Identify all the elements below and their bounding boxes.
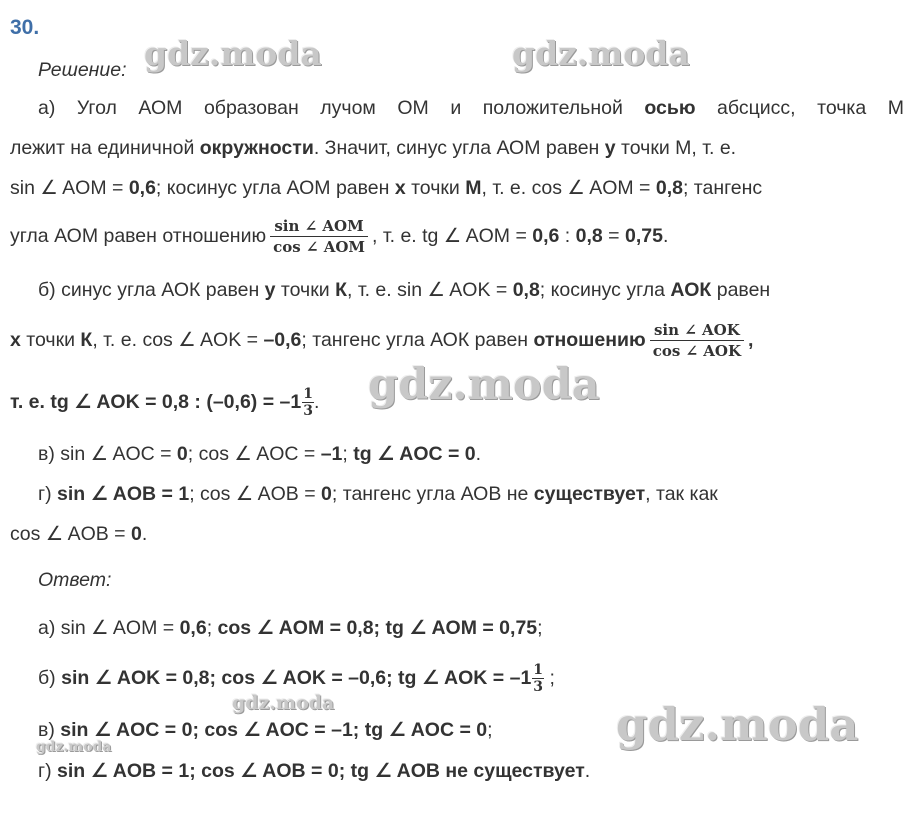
text-bold: у xyxy=(604,137,616,159)
text: в) xyxy=(38,719,61,741)
text-bold: отношению xyxy=(533,329,646,351)
text: , т. е. cos ∠ AOM = xyxy=(481,177,656,199)
text-bold: 0,8 xyxy=(655,177,683,199)
text: , т. е. sin ∠ AOK = xyxy=(346,279,513,301)
text: , т. е. cos ∠ AOK = xyxy=(92,329,264,351)
text-bold: АОК xyxy=(670,279,712,301)
word: лучом xyxy=(320,97,376,119)
text: : xyxy=(559,225,576,247)
word: а) xyxy=(38,97,56,119)
para-g-line-1 xyxy=(38,482,718,506)
word: АОМ xyxy=(138,97,183,119)
word: образован xyxy=(203,97,299,119)
fraction-denominator: cos ∠ AOM xyxy=(273,238,365,257)
fraction-numerator: sin ∠ AOK xyxy=(650,321,744,341)
watermark: gdz.moda xyxy=(36,739,112,755)
text: ; xyxy=(537,617,543,639)
text-bold: cos ∠ AOM = 0,8; tg ∠ AOM = 0,75 xyxy=(217,617,538,639)
answer-label: Ответ: xyxy=(38,569,112,591)
para-a-line-2 xyxy=(10,136,736,160)
text-bold: 0,75 xyxy=(624,225,663,247)
text: = xyxy=(602,225,625,247)
text-bold: у xyxy=(264,279,276,301)
text-bold: существует xyxy=(533,483,646,505)
para-a-line-4 xyxy=(10,214,668,258)
text-bold: 0,8 xyxy=(575,225,603,247)
text: равен xyxy=(711,279,771,301)
mixed-fraction xyxy=(302,386,314,419)
word: и xyxy=(450,97,462,119)
text: . xyxy=(662,225,669,247)
para-b-line-2 xyxy=(10,318,753,362)
para-b-line-1 xyxy=(38,278,770,302)
text: ; cos ∠ AOB = xyxy=(189,483,322,505)
text-bold: 0,8 xyxy=(512,279,540,301)
text-bold: –1 xyxy=(320,443,343,465)
text: угла АОМ равен отношению xyxy=(10,225,267,247)
word: точка xyxy=(817,97,867,119)
text-bold: x xyxy=(394,177,406,199)
text-bold: sin ∠ AOK = 0,8; cos ∠ AOK = –0,6; tg ∠ AOK = –1 xyxy=(61,667,532,689)
text-bold: окружности xyxy=(199,137,314,159)
text: . xyxy=(584,760,591,782)
text-bold: 0,8 : (–0,6) = –1 xyxy=(161,391,302,413)
para-b-line-3 xyxy=(10,380,319,424)
fraction-denominator: 3 xyxy=(303,403,313,420)
text-bold: , xyxy=(748,329,754,351)
watermark: gdz.moda xyxy=(368,360,600,410)
fraction-numerator: 1 xyxy=(533,662,544,679)
text: ; косинус угла xyxy=(539,279,671,301)
text-bold: М xyxy=(465,177,482,199)
text: . xyxy=(141,523,148,545)
text: ; косинус угла АОМ равен xyxy=(155,177,395,199)
text: ; xyxy=(206,617,218,639)
word: ОМ xyxy=(397,97,429,119)
word: положительной xyxy=(482,97,623,119)
word: М xyxy=(887,97,904,119)
answer-g xyxy=(38,759,590,783)
text-bold: т. е. tg ∠ AOK = xyxy=(10,391,162,413)
para-v-line xyxy=(38,442,481,466)
text: , так как xyxy=(645,483,718,505)
text: sin ∠ AOM = xyxy=(10,177,129,199)
text-bold: 0,6 xyxy=(179,617,207,639)
para-a-line-3 xyxy=(10,176,762,200)
fraction-sin-cos-aok xyxy=(650,321,744,360)
text: б) синус угла АОК равен xyxy=(38,279,265,301)
text: лежит на единичной xyxy=(10,137,200,159)
answer-a xyxy=(38,616,543,640)
text: точки xyxy=(405,177,466,199)
text: ; тангенс xyxy=(682,177,763,199)
fraction-numerator: 1 xyxy=(303,386,313,403)
text: ; тангенс угла АОВ не xyxy=(331,483,534,505)
problem-number: 30. xyxy=(10,16,40,39)
watermark: gdz.moda xyxy=(512,34,690,73)
text: точки М, т. е. xyxy=(615,137,737,159)
text: а) sin ∠ AOM = xyxy=(38,617,180,639)
text: . xyxy=(313,391,320,413)
text: точки xyxy=(20,329,81,351)
fraction-sin-cos-aom xyxy=(270,217,368,256)
text-bold: x xyxy=(10,329,21,351)
text: ; тангенс угла АОК равен xyxy=(301,329,534,351)
text: г) xyxy=(38,760,58,782)
text-bold: sin ∠ AOB = 1 xyxy=(57,483,190,505)
text-bold: К xyxy=(80,329,93,351)
watermark: gdz.moda xyxy=(616,698,859,751)
watermark: gdz.moda xyxy=(232,692,335,714)
text: в) sin ∠ AOC = xyxy=(38,443,177,465)
word: абсцисс, xyxy=(717,97,796,119)
mixed-fraction xyxy=(532,662,544,695)
text-bold: tg ∠ AOC = 0 xyxy=(353,443,476,465)
text-bold: sin ∠ AOC = 0; cos ∠ AOC = –1; tg ∠ AOC = 0 xyxy=(60,719,488,741)
text-bold: 0 xyxy=(321,483,332,505)
text: . xyxy=(475,443,482,465)
fraction-denominator: cos ∠ AOK xyxy=(652,342,742,361)
text-bold: 0 xyxy=(131,523,142,545)
text: ; xyxy=(544,667,555,689)
text-bold: К xyxy=(335,279,347,301)
para-a-line-1 xyxy=(38,96,904,120)
text: , т. е. tg ∠ AOM = xyxy=(372,225,533,247)
text-bold: sin ∠ AOB = 1; cos ∠ AOB = 0; tg ∠ AOB не существует xyxy=(57,760,585,782)
fraction-denominator: 3 xyxy=(533,679,544,696)
text: ; xyxy=(487,719,493,741)
text: ; cos ∠ AOC = xyxy=(187,443,321,465)
word: осью xyxy=(644,97,696,119)
text: б) xyxy=(38,667,62,689)
word: Угол xyxy=(76,97,117,119)
text: ; xyxy=(342,443,354,465)
text-bold: 0,6 xyxy=(532,225,560,247)
text: . Значит, синус угла АОМ равен xyxy=(313,137,605,159)
text: точки xyxy=(275,279,336,301)
fraction-numerator: sin ∠ AOM xyxy=(270,217,368,237)
text-bold: 0 xyxy=(176,443,188,465)
text: г) xyxy=(38,483,58,505)
text-bold: –0,6 xyxy=(263,329,302,351)
text: cos ∠ AOB = xyxy=(10,523,131,545)
solution-label: Решение: xyxy=(38,59,127,81)
para-g-line-2 xyxy=(10,522,147,546)
watermark: gdz.moda xyxy=(144,34,322,73)
text-bold: 0,6 xyxy=(128,177,156,199)
